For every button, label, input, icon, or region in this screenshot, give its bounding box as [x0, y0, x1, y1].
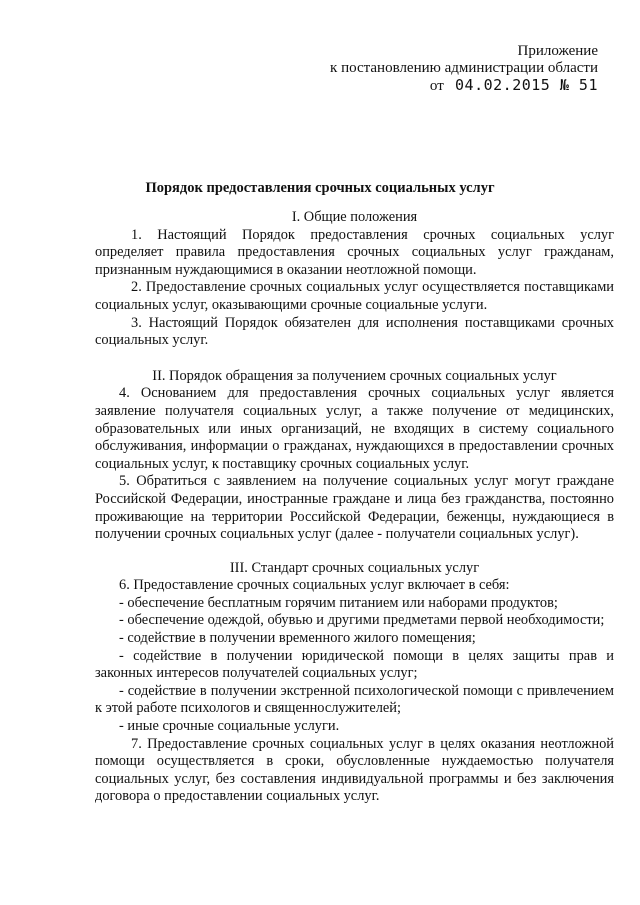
paragraph-5: 5. Обратиться с заявлением на получение социальных услуг могут граждане Российской Федерации, иностранные граждане и лица без гражданства, постоянно проживающие на территории Российской Федерации, беженцы, нуждающиеся в получении срочных социальных услуг (далее - получатели социальных услуг). [95, 473, 614, 543]
list-item: - иные срочные социальные услуги. [119, 718, 340, 735]
document-body [95, 209, 614, 806]
document-title: Порядок предоставления срочных социальных услуг [145, 180, 495, 196]
date-number: 04.02.2015 № 51 [455, 76, 598, 94]
list-item: - содействие в получении экстренной психологической помощи с привлечением к этой работе психологов и священнослужителей; [95, 682, 614, 717]
paragraph-4: 4. Основанием для предоставления срочных социальных услуг является заявление получателя социальных услуг, а также получение от медицинских, образовательных или иных организаций, не входящих в систему социального обслуживания, информации о гражданах, нуждающихся в предоставлении срочных социальных услуг, к поставщику срочных социальных услуг. [95, 385, 614, 472]
section-heading-standard: III. Стандарт срочных социальных услуг [229, 559, 480, 576]
paragraph-1: 1. Настоящий Порядок предоставления срочных социальных услуг определяет правила предоставления срочных социальных услуг гражданам, признанным нуждающимися в оказании неотложной помощи. [95, 226, 614, 278]
paragraph-3: 3. Настоящий Порядок обязателен для исполнения поставщиками срочных социальных услуг. [95, 314, 614, 349]
list-item: - содействие в получении временного жилого помещения; [119, 630, 476, 647]
date-prefix: от [429, 78, 444, 94]
appendix-header [330, 43, 598, 95]
paragraph-2: 2. Предоставление срочных социальных услуг осуществляется поставщиками социальных услуг, оказывающими срочные социальные услуги. [95, 279, 614, 313]
appendix-date-line [330, 77, 598, 95]
list-item: - содействие в получении юридической помощи в целях защиты прав и законных интересов получателей социальных услуг; [95, 647, 614, 682]
section-heading-general: I. Общие положения [291, 209, 418, 225]
list-item: - обеспечение одеждой, обувью и другими предметами первой необходимости; [119, 612, 605, 629]
section-heading-application: II. Порядок обращения за получением срочных социальных услуг [152, 367, 557, 384]
paragraph-7: 7. Предоставление срочных социальных услуг в целях оказания неотложной помощи осуществляется в сроки, обусловленные нуждаемостью получателя социальных услуг, без составления индивидуальной программы и без заключения договора о предоставлении социальных услуг. [95, 735, 614, 805]
paragraph-6: 6. Предоставление срочных социальных услуг включает в себя: [119, 577, 510, 594]
appendix-resolution: к постановлению администрации области [330, 60, 598, 76]
list-item: - обеспечение бесплатным горячим питанием или наборами продуктов; [119, 594, 558, 611]
appendix-title: Приложение [517, 43, 598, 59]
